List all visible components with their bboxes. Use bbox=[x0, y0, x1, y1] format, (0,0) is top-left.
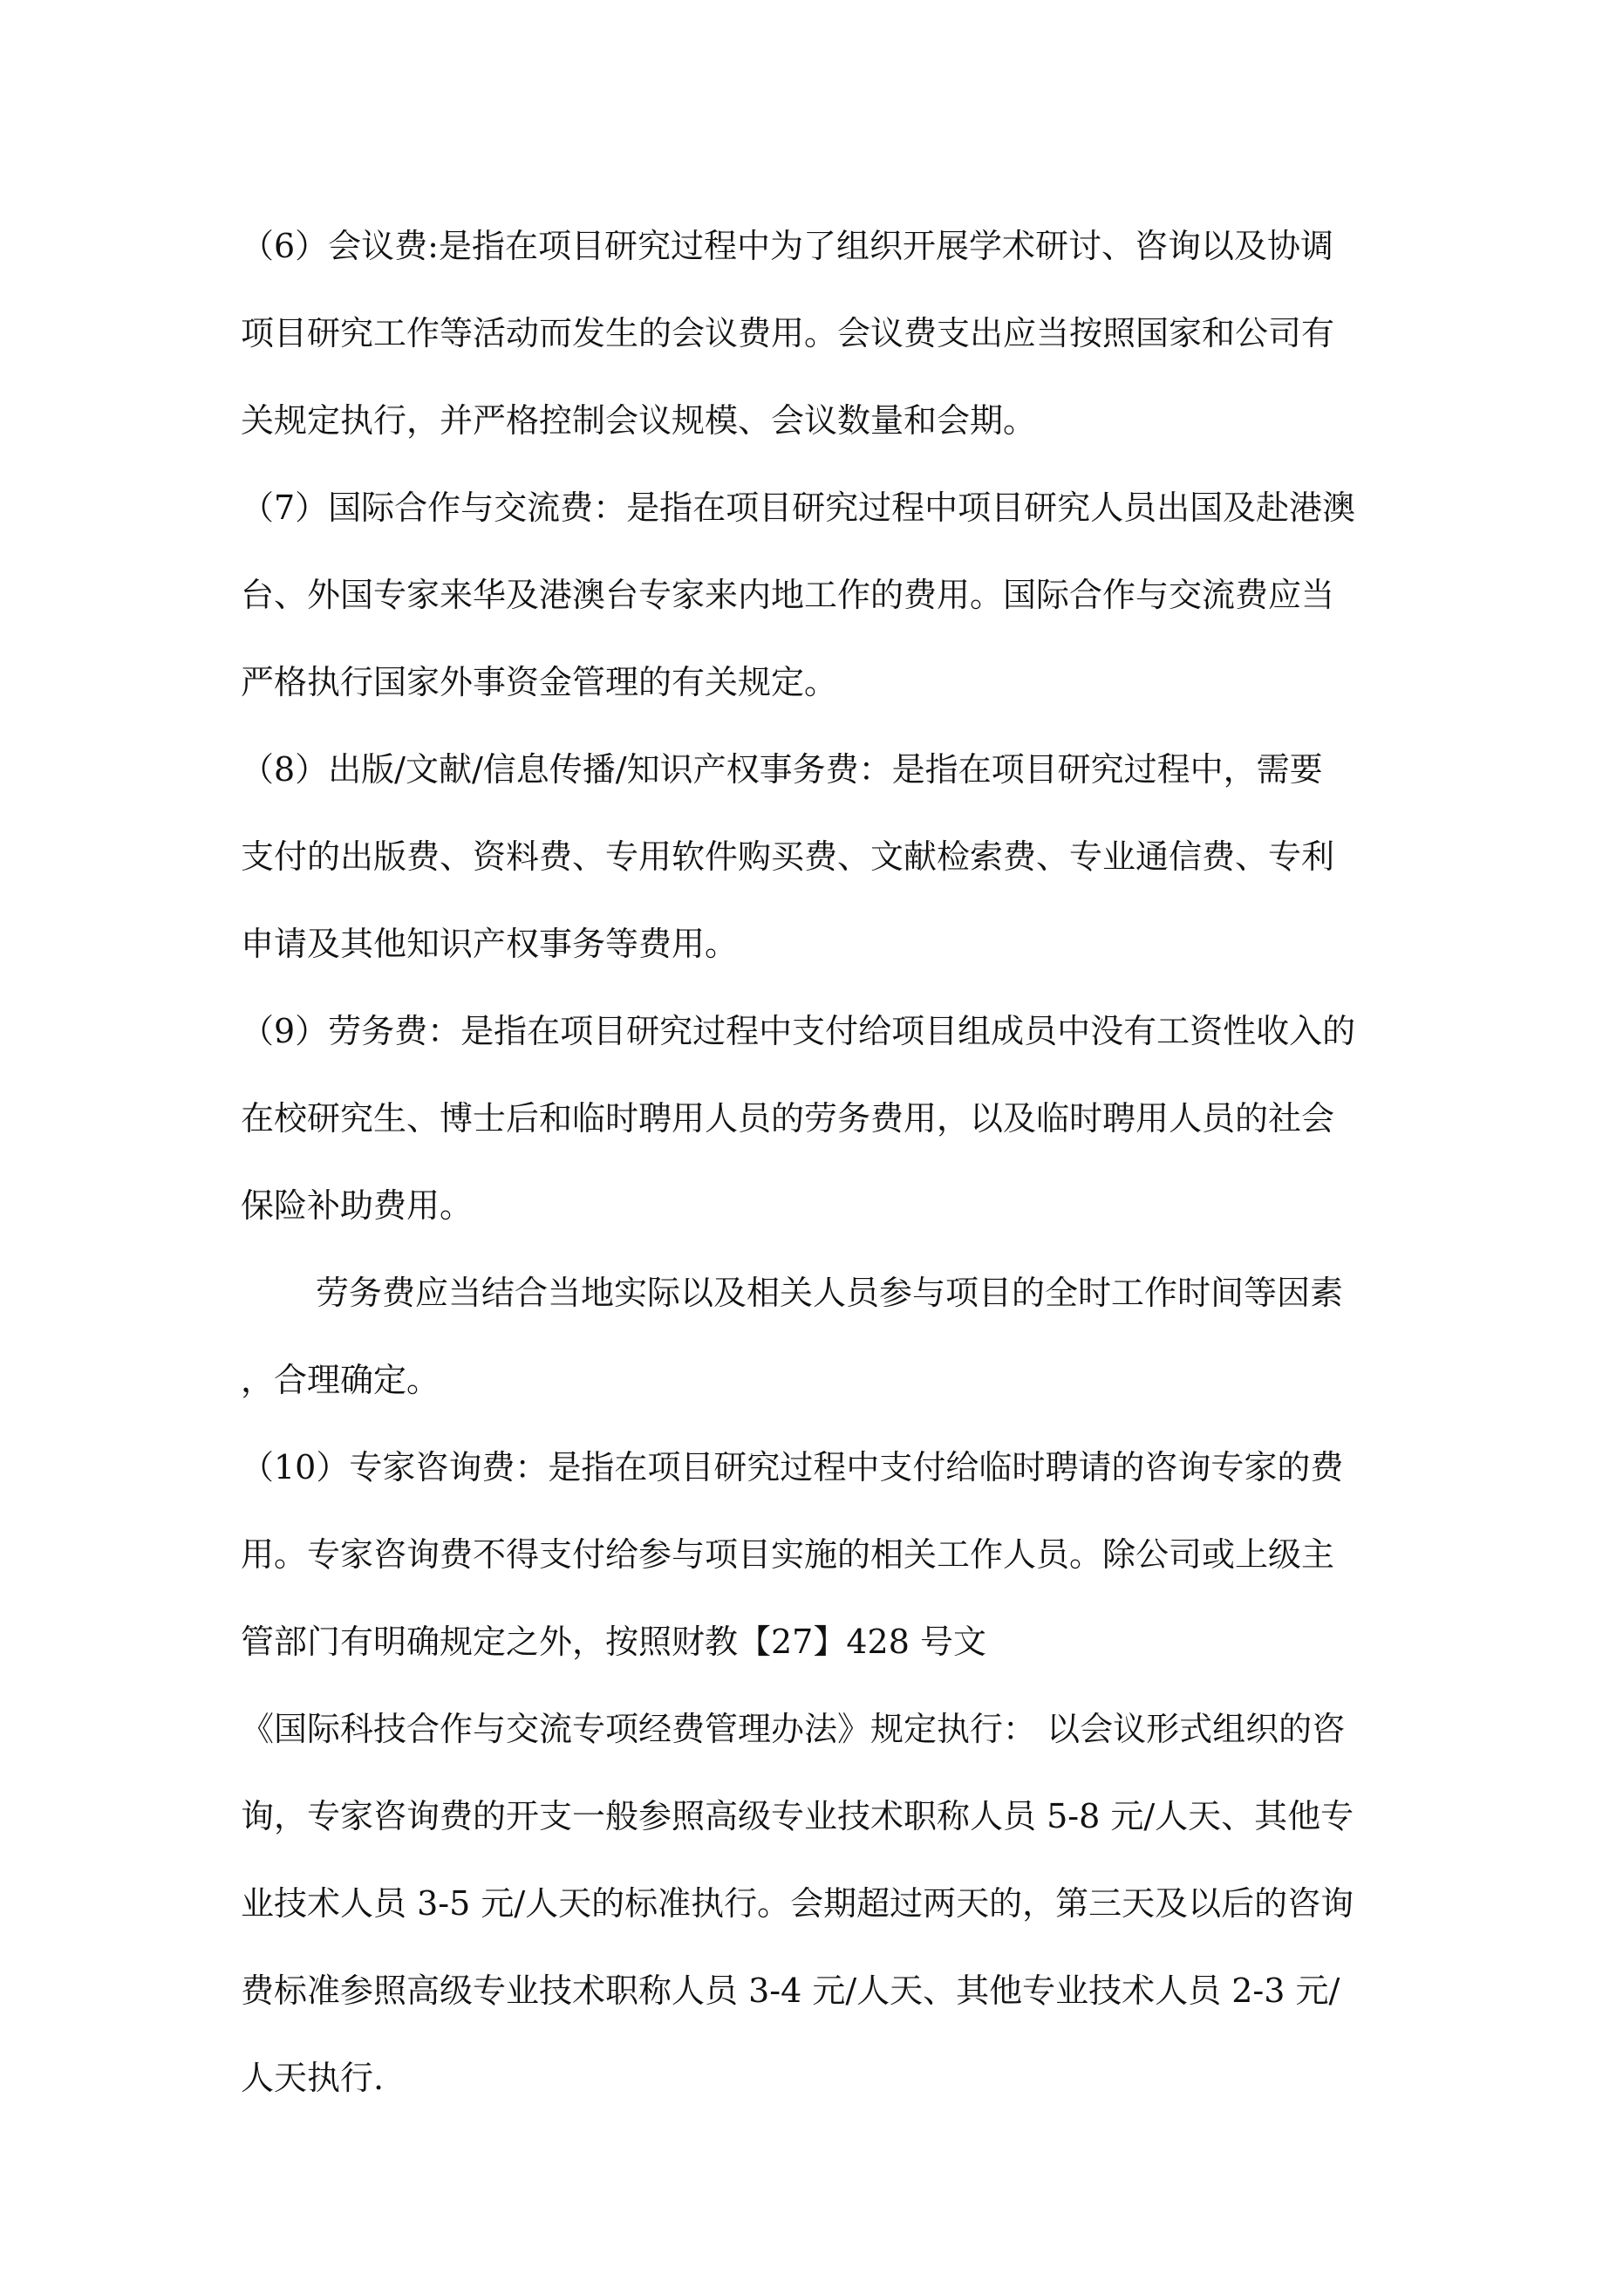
text-line: 在校研究生、博士后和临时聘用人员的劳务费用，以及临时聘用人员的社会 bbox=[241, 1099, 1335, 1138]
paragraph-expert-fee bbox=[241, 1424, 1401, 2122]
text-line: 询，专家咨询费的开支一般参照高级专业技术职称人员 5-8 元/人天、其他专 bbox=[241, 1797, 1354, 1835]
text-line: 关规定执行，并严格控制会议规模、会议数量和会期。 bbox=[241, 401, 1037, 440]
text-line: 管部门有明确规定之外，按照财教【27】428 号文 bbox=[241, 1623, 986, 1661]
text-line: 人天执行. bbox=[241, 2059, 385, 2097]
text-line: 劳务费应当结合当地实际以及相关人员参与项目的全时工作时间等因素 bbox=[316, 1274, 1344, 1312]
paragraph-meeting-fee bbox=[241, 202, 1401, 464]
text-line: （10）专家咨询费：是指在项目研究过程中支付给临时聘请的咨询专家的费 bbox=[241, 1448, 1344, 1486]
text-line: （8）出版/文献/信息传播/知识产权事务费：是指在项目研究过程中，需要 bbox=[241, 750, 1323, 789]
text-line: 《国际科技合作与交流专项经费管理办法》规定执行： 以会议形式组织的咨 bbox=[241, 1710, 1346, 1748]
text-line: 台、外国专家来华及港澳台专家来内地工作的费用。国际合作与交流费应当 bbox=[241, 576, 1335, 614]
text-line: 严格执行国家外事资金管理的有关规定。 bbox=[241, 663, 838, 701]
document-body bbox=[241, 202, 1401, 2122]
text-line: （7）国际合作与交流费：是指在项目研究过程中项目研究人员出国及赴港澳 bbox=[241, 489, 1356, 527]
text-line: 支付的出版费、资料费、专用软件购买费、文献检索费、专业通信费、专利 bbox=[241, 837, 1335, 876]
paragraph-publication-fee bbox=[241, 726, 1401, 987]
paragraph-labor-fee-note bbox=[241, 1249, 1401, 1424]
text-line: 保险补助费用。 bbox=[241, 1186, 474, 1225]
paragraph-labor-fee bbox=[241, 987, 1401, 1249]
text-line: 项目研究工作等活动而发生的会议费用。会议费支出应当按照国家和公司有 bbox=[241, 314, 1335, 352]
text-line: （9）劳务费：是指在项目研究过程中支付给项目组成员中没有工资性收入的 bbox=[241, 1012, 1356, 1050]
text-line: 费标准参照高级专业技术职称人员 3-4 元/人天、其他专业技术人员 2-3 元/ bbox=[241, 1971, 1340, 2010]
paragraph-international-fee bbox=[241, 464, 1401, 726]
text-line: ，合理确定。 bbox=[241, 1361, 440, 1399]
text-line: 申请及其他知识产权事务等费用。 bbox=[241, 925, 739, 963]
text-line: 业技术人员 3-5 元/人天的标准执行。会期超过两天的，第三天及以后的咨询 bbox=[241, 1884, 1354, 1923]
text-line: 用。专家咨询费不得支付给参与项目实施的相关工作人员。除公司或上级主 bbox=[241, 1535, 1335, 1574]
text-line: （6）会议费:是指在项目研究过程中为了组织开展学术研讨、咨询以及协调 bbox=[241, 227, 1333, 265]
